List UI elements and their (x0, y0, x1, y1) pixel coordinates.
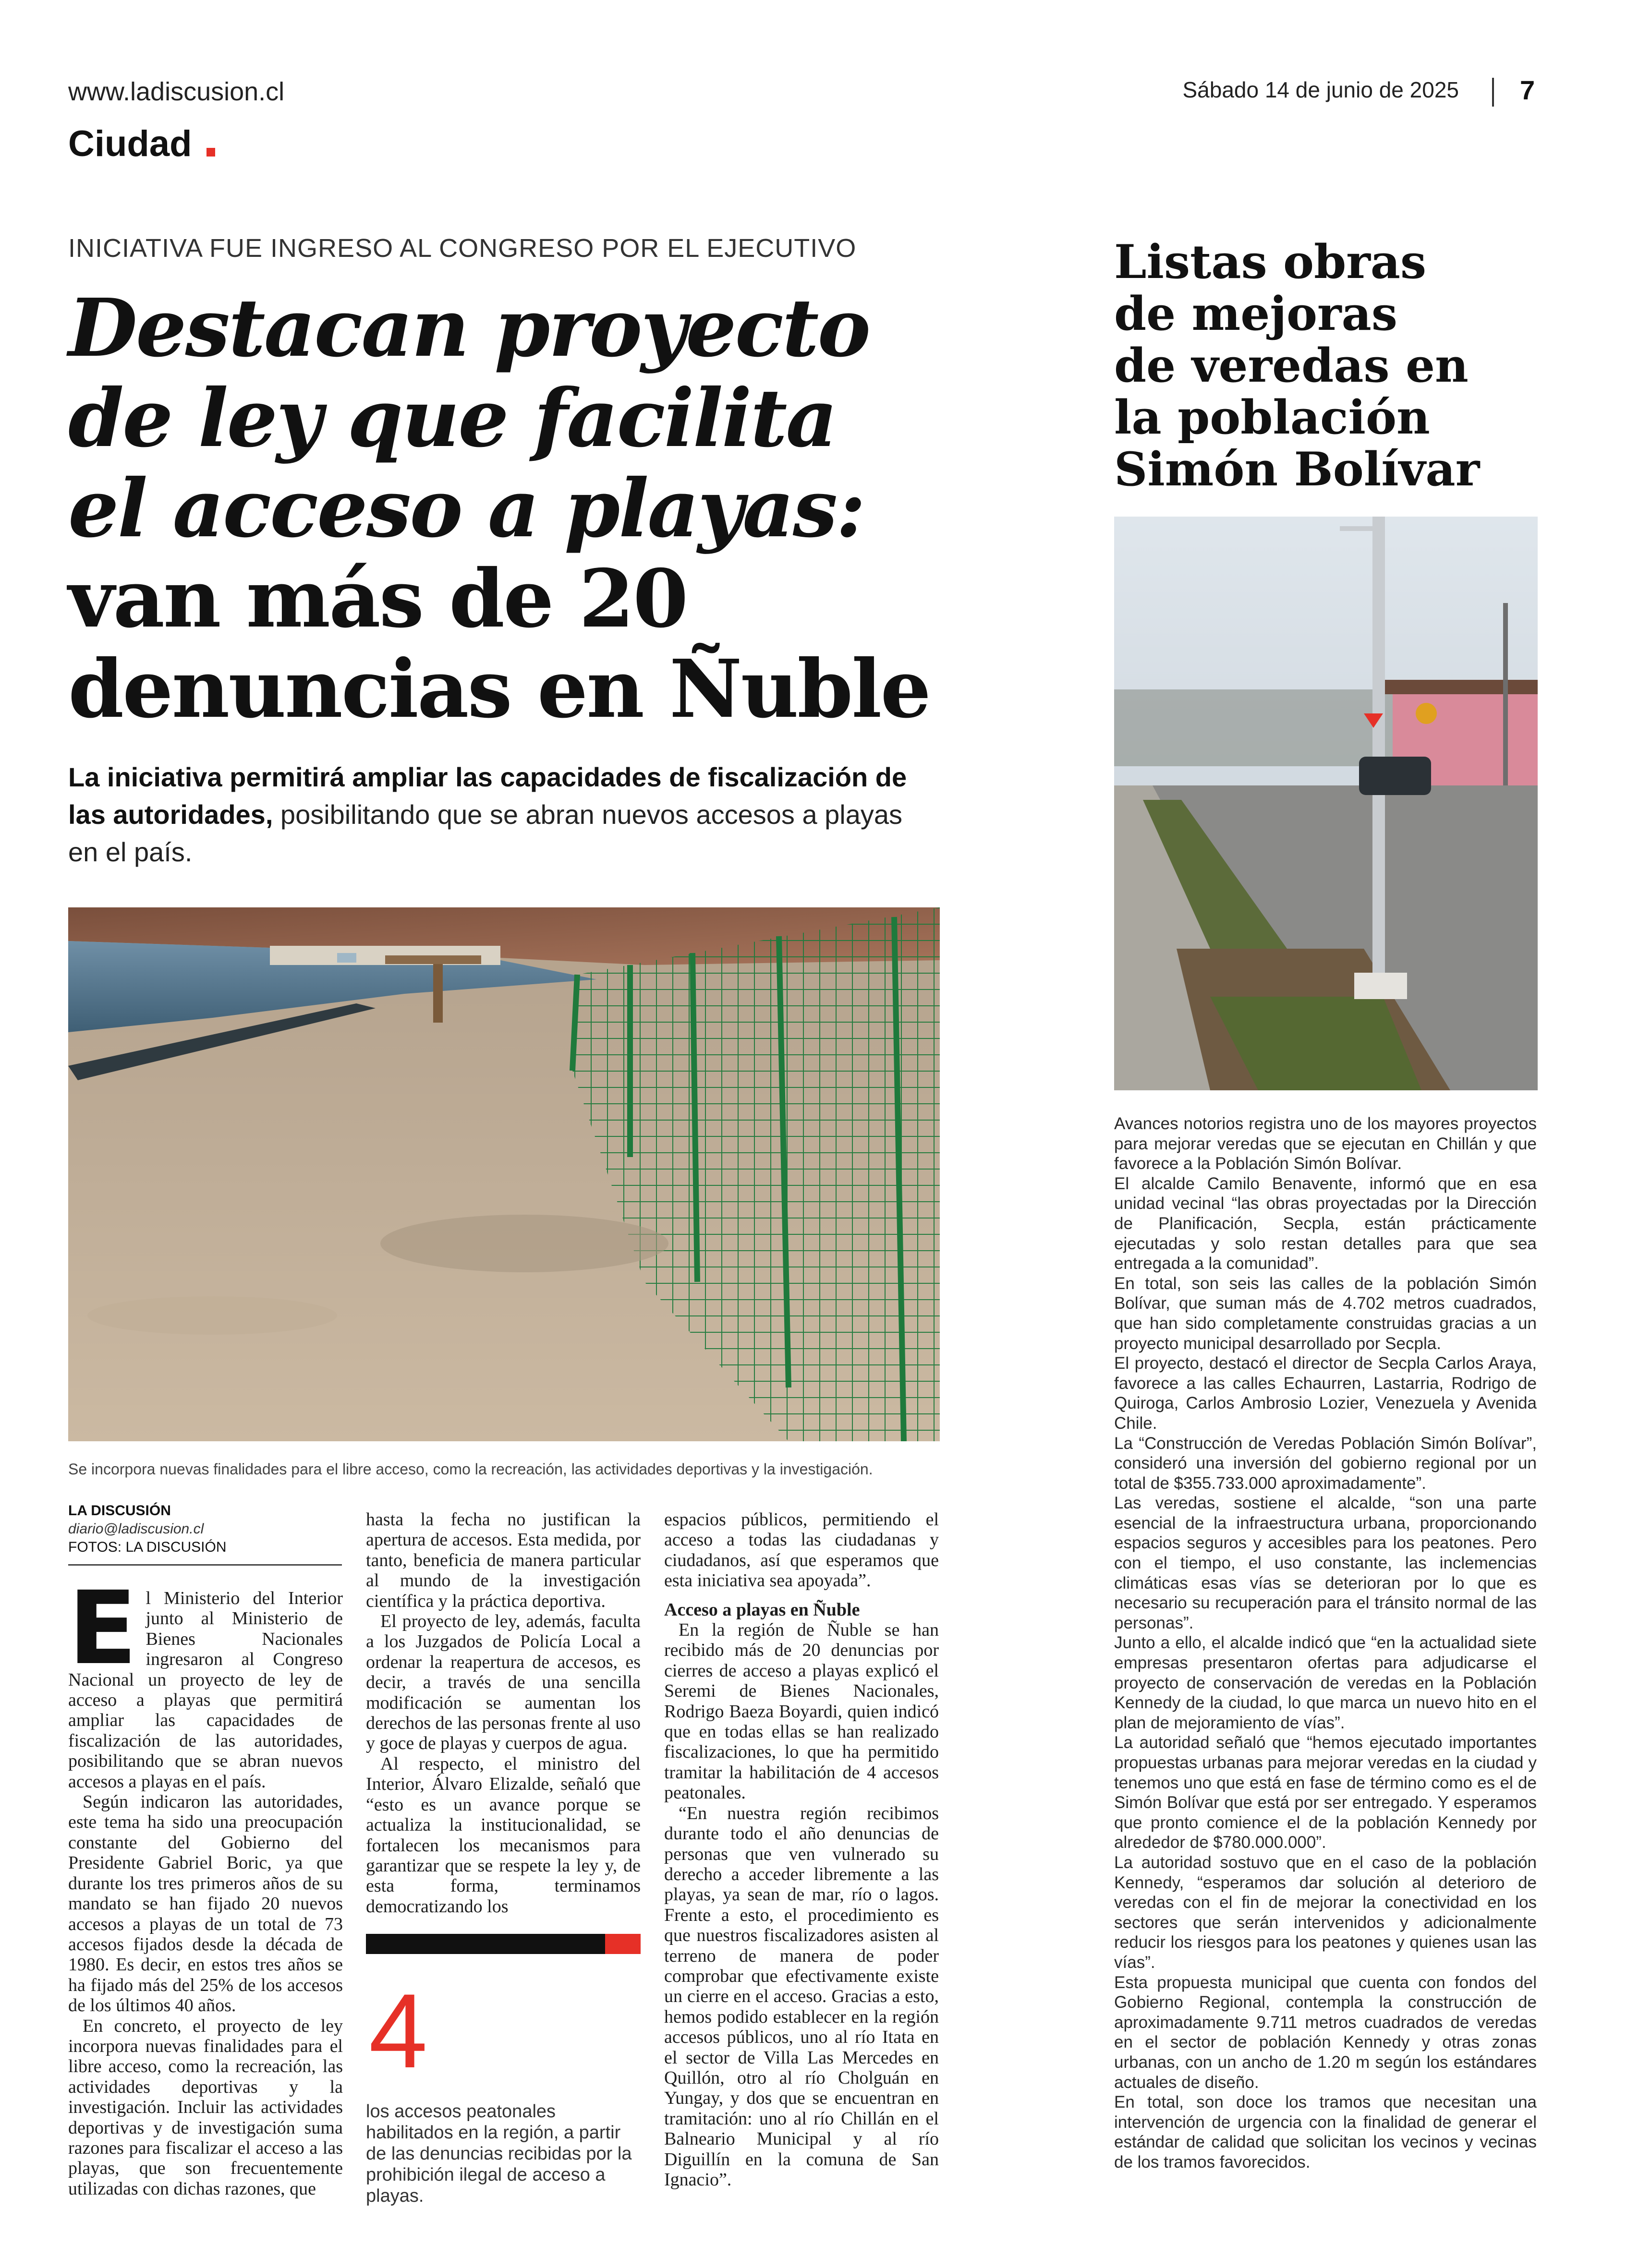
side-article-body (1114, 1114, 1537, 2172)
paragraph: En la región de Ñuble se han recibido más de 20 denuncias por cierres de acceso a playas explicó el Seremi de Bienes Nacionales, Rodrigo Baeza Boyardi, quien indicó que en todas ellas se han realizado fiscalizaciones, lo que ha permitido tramitar la habilitación de 4 accesos peatonales. (664, 1620, 939, 1803)
paragraph: espacios públicos, permitiendo el acceso a todas las ciudadanas y ciudadanos, así que esperamos que esta iniciativa sea apoyada”. (664, 1509, 939, 1591)
paragraph: l Ministerio del Interior junto al Ministerio de Bienes Nacionales ingresaron al Congreso Nacional un proyecto de ley de acceso a playas que permitirá ampliar las capacidades de fiscalización de las autoridades, posibilitando que se abran nuevos accesos a playas en el país. (68, 1588, 343, 1792)
side-headline-line-3: de veredas en (1114, 338, 1469, 393)
headline-line-5: denuncias en Ñuble (68, 642, 930, 736)
headline-line-1: Destacan proyecto (68, 281, 870, 375)
article-column-2 (366, 1509, 641, 1917)
deck-bold: La iniciativa permitirá ampliar las capacidades de fiscalización de las autoridades, (68, 762, 907, 830)
paragraph: El proyecto, destacó el director de Secpla Carlos Araya, favorece a las calles Echaurren, Lastarria, Rodrigo de Quiroga, Carlos Ambrosio Lozier, Venezuela y Avenida Chile. (1114, 1354, 1537, 1433)
article-column-3 (664, 1509, 939, 2190)
photo-caption: Se incorpora nuevas finalidades para el libre acceso, como la recreación, las actividades deportivas y la investigación. (68, 1460, 873, 1478)
byline-outlet: LA DISCUSIÓN (68, 1503, 171, 1519)
paragraph: Junto a ello, el alcalde indicó que “en la actualidad siete empresas presentaron ofertas para adjudicarse el proyecto de conservación de veredas en la Población Kennedy de la ciudad, lo que marca un nuevo hito en el plan de mejoramiento de vías”. (1114, 1633, 1537, 1732)
site-url[interactable]: www.ladiscusion.cl (68, 77, 285, 106)
paragraph: El alcalde Camilo Benavente, informó que en esa unidad vecinal “las obras proyectadas por la Dirección de Planificación, Secpla, están prácticamente ejecutadas y solo restan detalles para que sea entregada a la comunidad”. (1114, 1174, 1537, 1273)
section-accent-dot (206, 148, 215, 157)
paragraph: En concreto, el proyecto de ley incorpora nuevas finalidades para el libre acceso, como la recreación, las actividades deportivas y la investigación. Incluir las actividades deportivas y de investigación suma razones para fiscalizar el acceso a las playas, que son frecuentemente utilizadas con dichas razones, que (68, 2015, 343, 2199)
side-headline (1114, 236, 1527, 495)
article-kicker: INICIATIVA FUE INGRESO AL CONGRESO POR EL EJECUTIVO (68, 234, 857, 263)
paragraph: La “Construcción de Veredas Población Simón Bolívar”, consideró una inversión del gobierno regional por un total de $355.733.000 aproximadamente”. (1114, 1434, 1537, 1493)
article-headline (68, 283, 952, 735)
side-headline-line-4: la población (1114, 390, 1430, 445)
paragraph: Avances notorios registra uno de los mayores proyectos para mejorar veredas que se ejecutan en Chillán y que favorece a la Población Simón Bolívar. (1114, 1114, 1537, 1173)
byline-rule (68, 1564, 342, 1566)
stat-text: los accesos peatonales habilitados en la región, a partir de las denuncias recibidas por la prohibición ilegal de acceso a playas. (366, 2101, 632, 2206)
parked-car (1359, 757, 1431, 795)
byline (68, 1502, 337, 1556)
paragraph: En total, son doce los tramos que necesitan una intervención de urgencia con la finalidad de generar el estándar de calidad que solicitan los vecinos y vecinas de los tramos favorecidos. (1114, 2093, 1537, 2171)
paragraph: “En nuestra región recibimos durante todo el año denuncias de personas que ven vulnerado su derecho a acceder libremente a las playas, ya sean de mar, río o lagos. Frente a esto, el procedimiento es que nuestros fiscalizadores asisten al terreno de manera de poder comprobar que efectivamente existe un cierre en el acceso. Gracias a esto, hemos podido establecer en la región accesos públicos, uno al río Itata en el sector de Villa Las Mercedes en Quillón, otro al río Cholguán en Yungay, y dos que se encuentran en tramitación: uno al río Chillán en el Balneario Municipal y al río Diguillín en la comuna de San Ignacio”. (664, 1803, 939, 2190)
article-deck (68, 759, 928, 871)
byline-email[interactable]: diario@ladiscusion.cl (68, 1521, 204, 1537)
headline-line-2: de ley que facilita (68, 372, 837, 465)
paragraph: La autoridad señaló que “hemos ejecutado importantes propuestas urbanas para mejorar veredas en la ciudad y tenemos uno que está en fase de término como es el de Simón Bolívar que está por ser entregado. Y esperamos que pronto comience el de la población Kennedy por alrededor de $780.000.000”. (1114, 1733, 1537, 1852)
headline-line-3: el acceso a playas: (68, 462, 864, 555)
stat-bar-accent (605, 1934, 641, 1954)
page-number: 7 (1520, 75, 1535, 105)
paragraph: Según indicaron las autoridades, este tema ha sido una preocupación constante del Gobierno del Presidente Gabriel Boric, ya que durante los tres primeros años de su mandato se han fijado 20 nuevos accesos a playas de un total de 73 accesos fijados desde la década de 1980. Es decir, en estos tres años se ha fijado más del 25% de los accesos de los últimos 40 años. (68, 1792, 343, 2016)
paragraph: hasta la fecha no justifican la apertura de accesos. Esta medida, por tanto, beneficia de manera particular al mundo de la investigación científica y la práctica deportiva. (366, 1509, 641, 1611)
header-divider (1492, 78, 1494, 107)
side-headline-line-1: Listas obras (1114, 235, 1427, 289)
side-headline-line-2: de mejoras (1114, 287, 1397, 341)
byline-photos: FOTOS: LA DISCUSIÓN (68, 1539, 227, 1555)
paragraph: Al respecto, el ministro del Interior, Álvaro Elizalde, señaló que “esto es un avance porque se actualiza la institucionalidad, se fortalecen los mecanismos para garantizar que se respete la ley y, de esta forma, terminamos democratizando los (366, 1753, 641, 1917)
paragraph: Las veredas, sostiene el alcalde, “son una parte esencial de la infraestructura urbana, proporcionando espacios seguros y accesibles para los peatones. Pero con el tiempo, el uso constante, las inclemencias climáticas esas vías se deterioran por lo que es necesario su recuperación para el tránsito normal de las personas”. (1114, 1494, 1537, 1632)
headline-line-4: van más de 20 (68, 552, 687, 646)
subheading: Acceso a playas en Ñuble (664, 1599, 860, 1620)
beach-fence-photo (68, 907, 940, 1441)
article-column-1 (68, 1569, 343, 2199)
paragraph: En total, son seis las calles de la población Simón Bolívar, que suman más de 4.702 metros cuadrados, que han sido completamente construidas gracias a un proyecto municipal desarrollado por Secpla. (1114, 1274, 1537, 1353)
stat-number: 4 (369, 1972, 428, 2090)
paragraph: El proyecto de ley, además, faculta a los Juzgados de Policía Local a ordenar la reapertura de accesos, es decir, a través de una sencilla modificación se aumentan los derechos de las personas frente al uso y goce de playas y cuerpos de agua. (366, 1611, 641, 1754)
stat-bar (366, 1934, 605, 1954)
paragraph: La autoridad sostuvo que en el caso de la población Kennedy, “esperamos dar solución al deterioro de veredas con el fin de mejorar la conectividad en los sectores que serán intervenidos y adicionalmente reducir los riesgos para los peatones y quienes usan las vías”. (1114, 1853, 1537, 1972)
sidewalk-street-photo (1114, 517, 1538, 1090)
side-headline-line-5: Simón Bolívar (1114, 442, 1480, 496)
issue-date: Sábado 14 de junio de 2025 (1182, 77, 1459, 102)
paragraph: Esta propuesta municipal que cuenta con fondos del Gobierno Regional, contempla la construcción de aproximadamente 9.711 metros cuadrados de veredas en el sector de población Kennedy y otras zonas urbanas, con un ancho de 1.20 m según los estándares actuales de diseño. (1114, 1973, 1537, 2092)
drop-cap: E (68, 1569, 137, 1687)
section-title: Ciudad (68, 123, 192, 164)
deck-rest: posibilitando que se abran nuevos accesos a playas en el país. (68, 799, 903, 867)
